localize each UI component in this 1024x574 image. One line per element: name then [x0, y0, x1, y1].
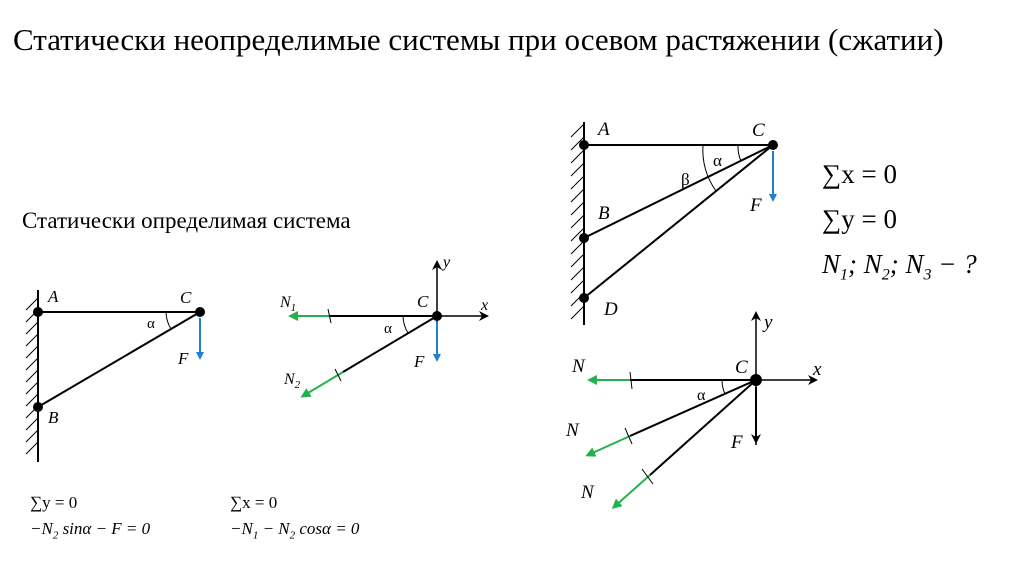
node-c	[432, 311, 442, 321]
node-c	[195, 307, 205, 317]
figure-indeterminate-truss	[571, 119, 778, 325]
label-b: B	[598, 203, 610, 224]
label-n-top: N	[572, 356, 585, 377]
node-d	[579, 293, 589, 303]
label-a: A	[48, 287, 59, 306]
label-n-bot: N	[581, 482, 594, 503]
equation-sum-x-text: ∑x = 0	[230, 493, 278, 512]
axis-y-label: y	[443, 254, 451, 271]
equation-sum-y	[30, 490, 150, 548]
equation-x-balance: $-N_1 - N_2$ cosα = 0	[230, 519, 360, 542]
label-beta: β	[681, 170, 690, 189]
rod-bc	[38, 312, 200, 407]
label-alpha: α	[697, 387, 706, 404]
section-subtitle: Статически определимая система	[22, 208, 351, 233]
label-f: F	[178, 349, 189, 368]
node-a	[579, 140, 589, 150]
label-alpha: α	[713, 151, 722, 170]
label-c: C	[735, 357, 748, 378]
node-c	[768, 140, 778, 150]
reaction-n-bot-arrow	[614, 475, 650, 507]
equation-sum-y-big: ∑y = 0	[822, 204, 897, 234]
node-c	[750, 374, 762, 386]
wall-hatching	[571, 124, 584, 319]
label-alpha: α	[384, 321, 392, 337]
label-b: B	[48, 408, 59, 427]
node-a	[33, 307, 43, 317]
figure-free-body-c	[279, 254, 488, 396]
label-a: A	[598, 119, 610, 140]
axis-x-label: x	[813, 359, 822, 380]
label-n2: $N_2$	[284, 371, 301, 391]
angle-alpha-arc	[738, 145, 741, 161]
equations-indeterminate	[822, 152, 977, 297]
label-n-mid: N	[566, 420, 579, 441]
unknowns-line: $N_1$; $N_2$; $N_3$ − ?	[822, 249, 977, 284]
label-alpha: α	[147, 316, 155, 332]
label-d: D	[604, 299, 618, 320]
label-c: C	[180, 288, 192, 307]
equation-sum-x-big: ∑x = 0	[822, 159, 897, 189]
rod-bc	[584, 145, 773, 238]
label-c: C	[752, 120, 765, 141]
figure-free-body-c-indeterminate	[565, 312, 822, 507]
cut-mark-n2	[335, 369, 341, 381]
figure-determinate-truss	[26, 287, 205, 462]
rod-dc	[584, 145, 773, 298]
axis-x-label: x	[481, 297, 489, 314]
label-f: F	[750, 195, 762, 216]
label-f: F	[414, 352, 425, 371]
equation-sum-x	[230, 490, 359, 548]
label-n1: $N_1$	[280, 294, 297, 314]
angle-alpha-arc	[166, 312, 171, 329]
rod-n-mid	[630, 380, 756, 436]
reaction-n-mid-arrow	[588, 436, 630, 455]
angle-alpha-arc	[722, 380, 725, 394]
axis-y-label: y	[764, 312, 773, 333]
node-b	[579, 233, 589, 243]
node-b	[33, 402, 43, 412]
equation-y-balance: $-N_2$ sinα − F = 0	[30, 519, 151, 542]
wall-hatching	[26, 298, 38, 454]
equation-sum-y-text: ∑y = 0	[30, 493, 78, 512]
reaction-n2-arrow	[303, 372, 343, 396]
angle-alpha-arc	[403, 316, 408, 333]
page-title: Статически неопределимые системы при осевом растяжении (сжатии)	[13, 22, 944, 57]
label-c: C	[417, 292, 429, 311]
label-f: F	[731, 432, 743, 453]
